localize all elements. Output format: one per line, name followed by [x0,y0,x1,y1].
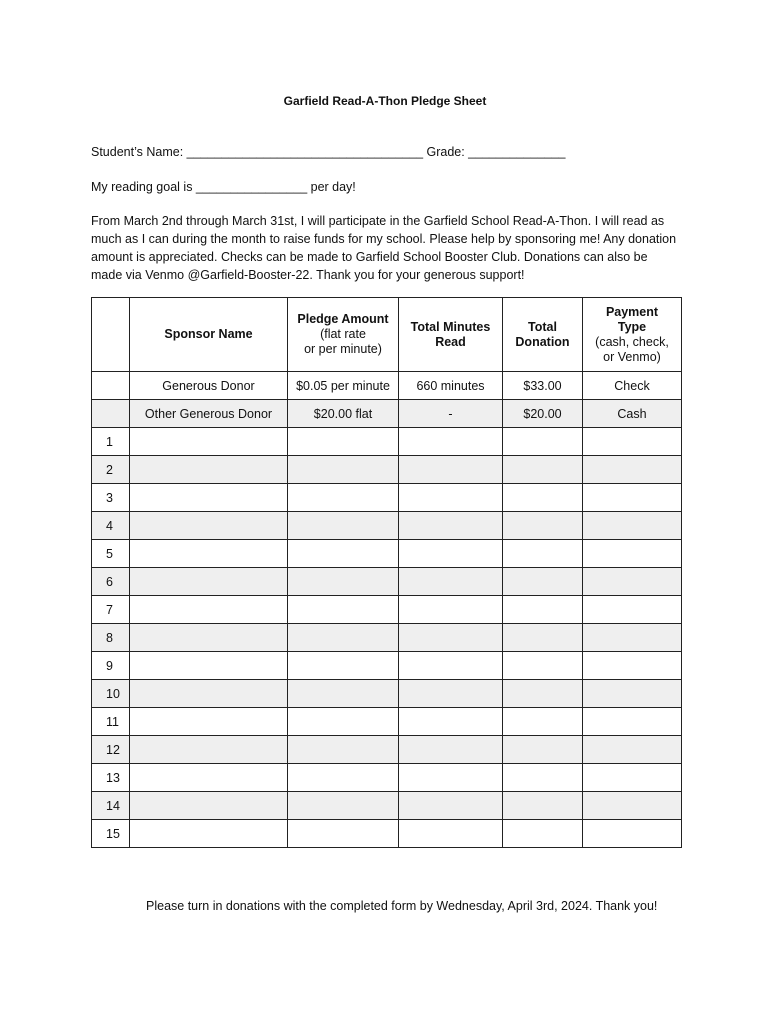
sponsor-name-header: Sponsor Name [130,298,288,372]
total-minutes-cell[interactable] [399,680,503,708]
sponsor-name-cell[interactable] [130,512,288,540]
pledge-table [91,297,682,848]
total-minutes-cell[interactable] [399,456,503,484]
row-number-cell: 4 [92,512,130,540]
pledge-amount-cell[interactable] [288,540,399,568]
table-row [92,428,682,456]
sponsor-name-cell: Generous Donor [130,372,288,400]
table-row [92,820,682,848]
total-minutes-cell[interactable] [399,484,503,512]
total-donation-cell[interactable] [503,568,583,596]
row-number-cell: 10 [92,680,130,708]
example-row [92,372,682,400]
table-row [92,680,682,708]
total-minutes-cell[interactable] [399,736,503,764]
row-number-cell: 2 [92,456,130,484]
total-donation-cell[interactable] [503,652,583,680]
sponsor-name-cell[interactable] [130,792,288,820]
pledge-amount-cell[interactable] [288,652,399,680]
total-minutes-header: Total Minutes Read [399,298,503,372]
payment-type-cell[interactable] [583,624,682,652]
row-number-cell [92,400,130,428]
pledge-amount-cell[interactable] [288,596,399,624]
row-number-cell: 1 [92,428,130,456]
sponsor-name-cell[interactable] [130,764,288,792]
payment-type-cell[interactable] [583,512,682,540]
row-number-cell: 11 [92,708,130,736]
pledge-amount-cell: $20.00 flat [288,400,399,428]
total-donation-cell[interactable] [503,512,583,540]
payment-type-cell[interactable] [583,820,682,848]
total-donation-cell[interactable] [503,456,583,484]
row-number-cell: 12 [92,736,130,764]
row-number-cell: 6 [92,568,130,596]
payment-type-cell[interactable] [583,652,682,680]
pledge-amount-cell[interactable] [288,624,399,652]
table-row [92,708,682,736]
table-row [92,540,682,568]
row-number-cell: 8 [92,624,130,652]
row-number-cell: 7 [92,596,130,624]
sponsor-name-cell[interactable] [130,624,288,652]
total-minutes-cell[interactable] [399,624,503,652]
sponsor-name-cell[interactable] [130,428,288,456]
total-donation-cell[interactable] [503,764,583,792]
payment-type-header: Payment Type (cash, check, or Venmo) [583,298,682,372]
total-minutes-cell[interactable] [399,568,503,596]
table-row [92,764,682,792]
total-minutes-cell[interactable] [399,792,503,820]
table-row [92,624,682,652]
sponsor-name-cell[interactable] [130,596,288,624]
pledge-amount-cell[interactable] [288,820,399,848]
sponsor-name-cell[interactable] [130,456,288,484]
payment-type-cell[interactable] [583,792,682,820]
total-minutes-cell[interactable] [399,764,503,792]
total-minutes-cell[interactable] [399,820,503,848]
sponsor-name-cell[interactable] [130,568,288,596]
payment-type-cell[interactable] [583,484,682,512]
table-header-row [92,298,682,372]
table-row [92,596,682,624]
sponsor-name-cell[interactable] [130,484,288,512]
pledge-amount-cell[interactable] [288,568,399,596]
total-minutes-cell[interactable] [399,512,503,540]
row-number-cell: 3 [92,484,130,512]
pledge-amount-cell[interactable] [288,484,399,512]
total-donation-cell[interactable] [503,820,583,848]
row-number-cell: 14 [92,792,130,820]
sponsor-name-cell[interactable] [130,652,288,680]
sponsor-name-cell: Other Generous Donor [130,400,288,428]
page-title: Garfield Read-A-Thon Pledge Sheet [283,94,487,108]
total-donation-cell[interactable] [503,680,583,708]
row-number-header [92,298,130,372]
table-row [92,512,682,540]
payment-type-cell[interactable] [583,708,682,736]
footer-note: Please turn in donations with the completed form by Wednesday, April 3rd, 2024. Thank you! [146,899,658,913]
payment-type-cell[interactable] [583,596,682,624]
pledge-amount-cell[interactable] [288,680,399,708]
total-minutes-cell: 660 minutes [399,372,503,400]
sponsor-name-cell[interactable] [130,680,288,708]
payment-type-cell[interactable] [583,680,682,708]
student-name-grade-line: Student’s Name: __________________________________ Grade: ______________ [91,145,566,159]
sponsor-name-cell[interactable] [130,736,288,764]
pledge-amount-cell[interactable] [288,456,399,484]
payment-type-cell[interactable] [583,764,682,792]
pledge-amount-header: Pledge Amount (flat rate or per minute) [288,298,399,372]
total-minutes-cell[interactable] [399,596,503,624]
sponsor-name-cell[interactable] [130,708,288,736]
total-donation-cell[interactable] [503,428,583,456]
pledge-amount-cell: $0.05 per minute [288,372,399,400]
pledge-amount-cell[interactable] [288,736,399,764]
pledge-amount-cell[interactable] [288,512,399,540]
reading-goal-line: My reading goal is ________________ per day! [91,180,356,194]
total-minutes-cell: - [399,400,503,428]
row-number-cell: 15 [92,820,130,848]
pledge-amount-cell[interactable] [288,708,399,736]
pledge-amount-cell[interactable] [288,764,399,792]
total-donation-cell[interactable] [503,792,583,820]
payment-type-cell: Check [583,372,682,400]
intro-paragraph: From March 2nd through March 31st, I will participate in the Garfield School Read-A-Thon. I will read as much as I can during the month to raise funds for my school. Please help by sponsoring me! Any donation amount is appreciated. Checks can be made to Garfield School Booster Club. Donations can also be made via Venmo @Garfield-Booster-22. Thank you for your generous support! [91,214,677,282]
total-donation-header: Total Donation [503,298,583,372]
total-donation-cell[interactable] [503,624,583,652]
total-donation-cell[interactable] [503,484,583,512]
table-row [92,792,682,820]
table-row [92,568,682,596]
payment-type-cell[interactable] [583,428,682,456]
example-row [92,400,682,428]
total-minutes-cell[interactable] [399,708,503,736]
payment-type-cell: Cash [583,400,682,428]
total-minutes-cell[interactable] [399,428,503,456]
payment-type-cell[interactable] [583,736,682,764]
total-minutes-cell[interactable] [399,652,503,680]
total-donation-cell[interactable] [503,736,583,764]
payment-type-cell[interactable] [583,456,682,484]
table-row [92,484,682,512]
table-row [92,652,682,680]
row-number-cell: 5 [92,540,130,568]
sponsor-name-cell[interactable] [130,820,288,848]
row-number-cell: 9 [92,652,130,680]
total-donation-cell[interactable] [503,540,583,568]
table-row [92,736,682,764]
payment-type-cell[interactable] [583,568,682,596]
row-number-cell [92,372,130,400]
total-donation-cell: $20.00 [503,400,583,428]
payment-type-cell[interactable] [583,540,682,568]
total-donation-cell[interactable] [503,708,583,736]
total-minutes-cell[interactable] [399,540,503,568]
pledge-amount-cell[interactable] [288,428,399,456]
sponsor-name-cell[interactable] [130,540,288,568]
total-donation-cell[interactable] [503,596,583,624]
pledge-amount-cell[interactable] [288,792,399,820]
total-donation-cell: $33.00 [503,372,583,400]
row-number-cell: 13 [92,764,130,792]
table-row [92,456,682,484]
